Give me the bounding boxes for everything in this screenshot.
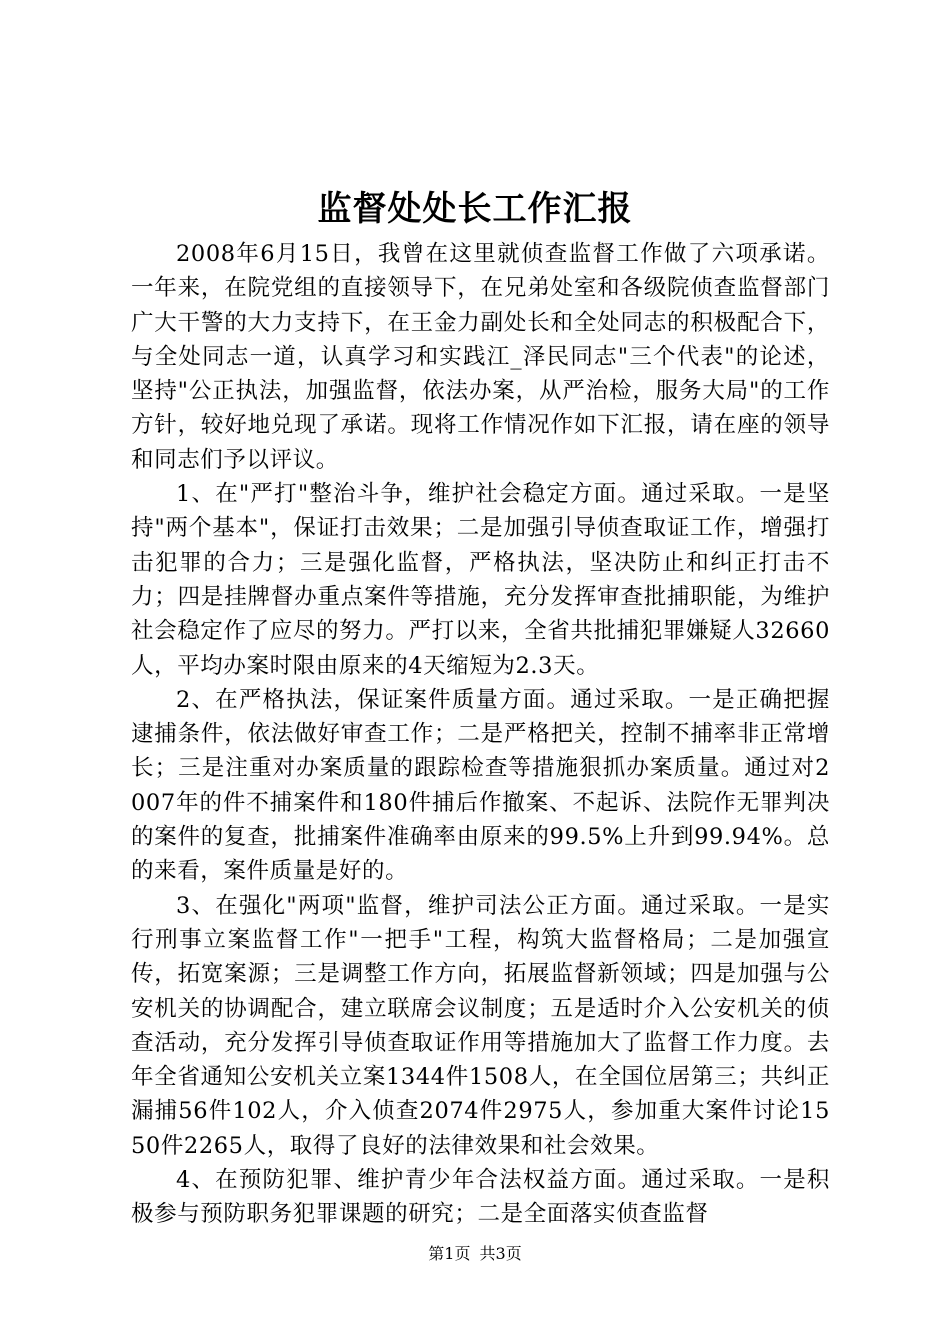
document-body <box>131 237 830 1232</box>
page-footer <box>0 1243 950 1265</box>
page-number: 第1页 <box>428 1244 471 1263</box>
paragraph-item-3: 3、在强化"两项"监督，维护司法公正方面。通过采取。一是实行刑事立案监督工作"一把手"工程，构筑大监督格局；二是加强宣传，拓宽案源；三是调整工作方向，拓展监督新领域；四是加强与公安机关的协调配合，建立联席会议制度；五是适时介入公安机关的侦查活动，充分发挥引导侦查取证作用等措施加大了监督工作力度。去年全省通知公安机关立案1344件1508人，在全国位居第三；共纠正漏捕56件102人，介入侦查2074件2975人，参加重大案件讨论1550件2265人，取得了良好的法律效果和社会效果。 <box>131 892 830 1159</box>
paragraph-item-4: 4、在预防犯罪、维护青少年合法权益方面。通过采取。一是积极参与预防职务犯罪课题的研究；二是全面落实侦查监督 <box>131 1167 830 1228</box>
paragraph-intro: 2008年6月15日，我曾在这里就侦查监督工作做了六项承诺。一年来，在院党组的直接领导下，在兄弟处室和各级院侦查监督部门广大干警的大力支持下，在王金力副处长和全处同志的积极配合下，与全处同志一道，认真学习和实践江_泽民同志"三个代表"的论述，坚持"公正执法，加强监督，依法办案，从严治检，服务大局"的工作方针，较好地兑现了承诺。现将工作情况作如下汇报，请在座的领导和同志们予以评议。 <box>131 241 830 473</box>
document-title: 监督处处长工作汇报 <box>317 189 633 229</box>
paragraph-item-2: 2、在严格执法，保证案件质量方面。通过采取。一是正确把握逮捕条件，依法做好审查工作；二是严格把关，控制不捕率非正常增长；三是注重对办案质量的跟踪检查等措施狠抓办案质量。通过对2007年的件不捕案件和180件捕后作撤案、不起诉、法院作无罪判决的案件的复查，批捕案件准确率由原来的99.5%上升到99.94%。总的来看，案件质量是好的。 <box>131 686 830 885</box>
paragraph-item-1: 1、在"严打"整治斗争，维护社会稳定方面。通过采取。一是坚持"两个基本"，保证打击效果；二是加强引导侦查取证工作，增强打击犯罪的合力；三是强化监督，严格执法，坚决防止和纠正打击不力；四是挂牌督办重点案件等措施，充分发挥审查批捕职能，为维护社会稳定作了应尽的努力。严打以来，全省共批捕犯罪嫌疑人32660人，平均办案时限由原来的4天缩短为2.3天。 <box>131 481 830 679</box>
page-total: 共3页 <box>479 1244 522 1263</box>
